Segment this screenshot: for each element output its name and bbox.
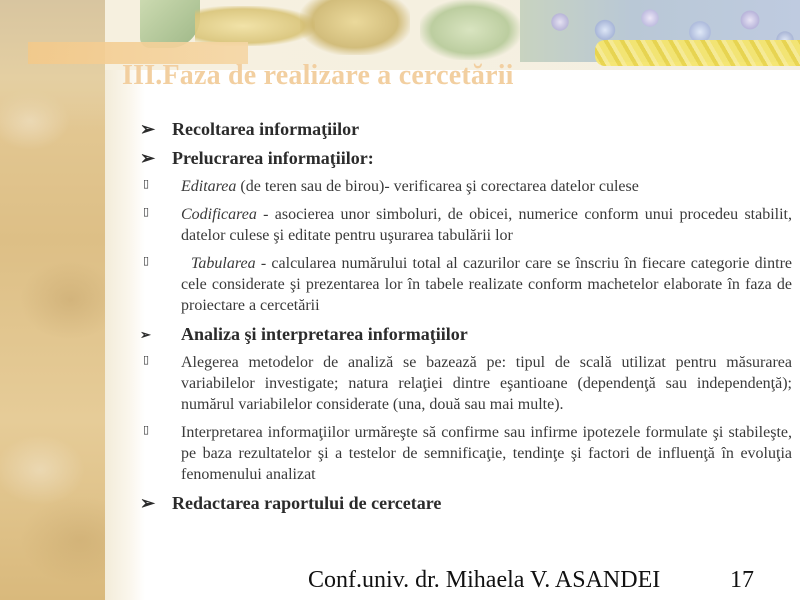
list-item: ➢ Recoltarea informaţiilor <box>140 119 360 139</box>
list-item: ▯ Codificarea - asocierea unor simboluri, de obicei, numerice conform unui procedeu stabilit, datelor culese şi editate pentru uşurarea tabulării lor <box>140 204 792 246</box>
square-bullet-icon: ▯ <box>143 206 150 218</box>
leaf-decoration <box>195 6 315 46</box>
list-item: ➢ Redactarea raportului de cercetare <box>140 493 442 513</box>
slide-title: III.Faza de realizare a cercetării <box>122 60 514 91</box>
list-item: ▯ Tabularea - calcularea numărului total al cazurilor care se înscriu în fiecare categorie dintre cele considerate şi prezentarea lor în tabele realizate conform machetelor elaborate în faza de proiectare a cercetării <box>140 253 792 316</box>
square-bullet-icon: ▯ <box>143 424 150 436</box>
list-item: ➢ Prelucrarea informaţiilor: <box>140 148 374 168</box>
leaf-decoration <box>300 0 410 55</box>
pale-strip <box>105 42 145 600</box>
arrowhead-bullet-icon: ➢ <box>140 493 156 513</box>
list-item: ▯ Interpretarea informaţiilor urmăreşte să confirme sau infirme ipotezele formulate şi stabileşte, pe baza rezultatelor şi a testelor de semnificaţie, tendinţe şi factori de influenţă în evoluţia fenomenului analizat <box>140 422 792 485</box>
slide-body <box>140 118 792 521</box>
yellow-flower-decoration <box>595 40 800 66</box>
term: Editarea <box>181 178 237 195</box>
arrowhead-bullet-icon: ➢ <box>140 327 151 342</box>
arrowhead-bullet-icon: ➢ <box>140 148 156 168</box>
footer-author: Conf.univ. dr. Mihaela V. ASANDEI <box>308 567 661 593</box>
parchment-band-top <box>0 0 105 130</box>
arrowhead-bullet-icon: ➢ <box>140 119 156 139</box>
term: Tabularea <box>191 255 256 272</box>
square-bullet-icon: ▯ <box>143 255 150 267</box>
list-item: ▯ Editarea (de teren sau de birou)- verificarea şi corectarea datelor culese <box>140 176 792 197</box>
square-bullet-icon: ▯ <box>143 354 150 366</box>
list-item: ➢ Analiza şi interpretarea informaţiilor <box>140 324 468 344</box>
page-number: 17 <box>730 567 754 593</box>
list-item: ▯ Alegerea metodelor de analiză se bazează pe: tipul de scală utilizat pentru măsurarea variabilelor investigate; natura relaţiei dintre eşantioane (dependenţă sau independenţă); numărul variabilelor considerate (una, două sau mai multe). <box>140 352 792 415</box>
leaf-decoration <box>420 0 520 60</box>
square-bullet-icon: ▯ <box>143 178 150 190</box>
term: Codificarea <box>181 206 257 223</box>
